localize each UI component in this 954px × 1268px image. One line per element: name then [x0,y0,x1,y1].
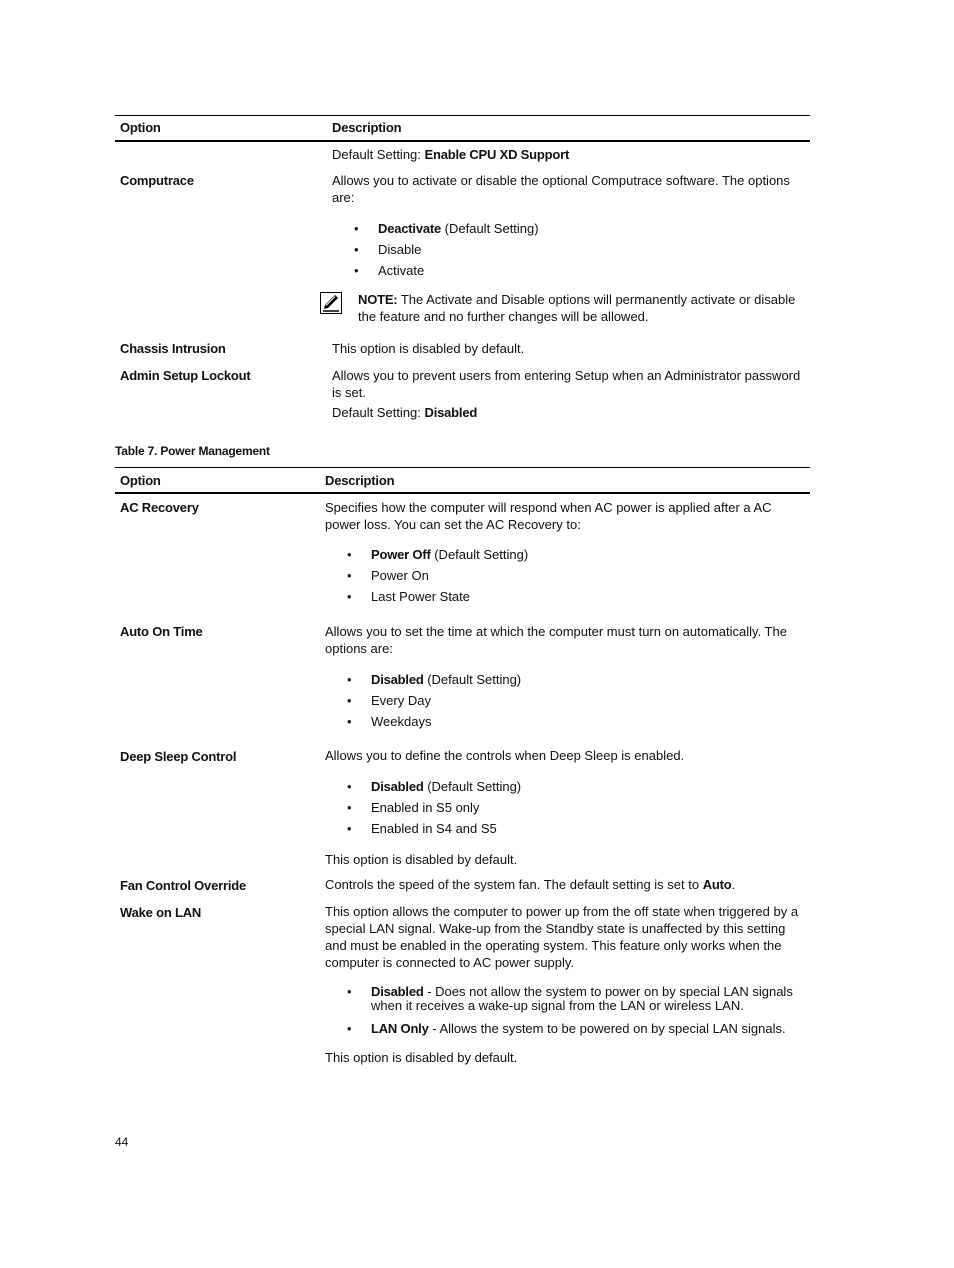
desc-admin-setup-lockout: Allows you to prevent users from entering Setup when an Administrator password is set. Default Setting: Disabled [332,367,810,421]
desc-computrace [332,172,810,283]
desc-computrace-text: Allows you to activate or disable the optional Computrace software. The options are: [332,173,790,205]
desc-fan-control-override: Controls the speed of the system fan. The default setting is set to Auto. [325,877,736,892]
option-ac-recovery: AC Recovery [120,500,199,515]
note-pencil-icon [320,292,342,314]
list-item: • Disabled - Does not allow the system to power on by special LAN signals when it receives a wake-up signal from the LAN or wireless LAN. [347,985,805,1020]
list-item: • Disable [354,241,810,262]
admin-default-setting: Default Setting: Disabled [332,405,478,420]
table7-top-rule [115,467,810,468]
option-deep-sleep-control: Deep Sleep Control [120,749,237,764]
list-item: • Power Off (Default Setting) [347,546,795,567]
list-item: • LAN Only - Allows the system to be powered on by special LAN signals. [347,1020,805,1041]
table1-header-description: Description [332,120,402,135]
table7-header-rule [115,492,810,494]
table1-top-rule [115,115,810,116]
option-chassis-intrusion: Chassis Intrusion [120,341,226,356]
table1-header-rule [115,140,810,142]
computrace-note: NOTE: The Activate and Disable options will permanently activate or disable the feature and no further changes will be allowed. [358,292,796,324]
list-item: • Deactivate (Default Setting) [354,220,810,241]
table7-header-option: Option [120,473,161,488]
list-item: • Every Day [347,692,803,713]
list-item: • Enabled in S4 and S5 [347,820,803,841]
wake-on-lan-options-list [347,985,805,1041]
auto-on-time-options-list [347,671,803,734]
list-item: • Last Power State [347,588,795,609]
desc-ac-recovery: Specifies how the computer will respond when AC power is applied after a AC power loss. You can set the AC Recovery to: • Power Off (Default Setting) • Power On • Last Power State [325,499,795,609]
deep-sleep-options-list [347,778,803,841]
table7-caption: Table 7. Power Management [115,444,270,458]
ac-recovery-options-list [347,546,795,609]
option-auto-on-time: Auto On Time [120,624,203,639]
table7-header-description: Description [325,473,395,488]
desc-deep-sleep-control: Allows you to define the controls when Deep Sleep is enabled. • Disabled (Default Setting) • Enabled in S5 only • Enabled in S4 and S5 This option is disabled by default. [325,747,803,868]
option-wake-on-lan: Wake on LAN [120,905,202,920]
list-item: • Enabled in S5 only [347,799,803,820]
list-item: • Weekdays [347,713,803,734]
page-number: 44 [115,1135,129,1149]
list-item: • Disabled (Default Setting) [347,778,803,799]
list-item: • Power On [347,567,795,588]
deep-sleep-after-note: This option is disabled by default. [325,852,518,867]
desc-chassis-intrusion: This option is disabled by default. [332,341,525,356]
wake-on-lan-after-note: This option is disabled by default. [325,1050,518,1065]
option-admin-setup-lockout: Admin Setup Lockout [120,368,251,383]
table1-carryover-default: Default Setting: Enable CPU XD Support [332,147,570,162]
option-computrace: Computrace [120,173,194,188]
list-item: • Disabled (Default Setting) [347,671,803,692]
desc-wake-on-lan: This option allows the computer to power up from the off state when triggered by a special LAN signal. Wake-up from the Standby state is unaffected by this setting and must be enabled in the operating system. This feature only works when the computer is connected to AC power supply. • Disabled - Does not allow the system to power on by special LAN signals when it receives a wake-up signal from the LAN or wireless LAN. • LAN Only - Allows the system to be powered on by special LAN signals. This option is disabled by default. [325,903,805,1066]
list-item: • Activate [354,262,810,283]
option-fan-control-override: Fan Control Override [120,878,247,893]
desc-auto-on-time: Allows you to set the time at which the computer must turn on automatically. The options are: • Disabled (Default Setting) • Every Day • Weekdays [325,623,803,734]
table1-header-option: Option [120,120,161,135]
computrace-options-list [354,220,810,283]
